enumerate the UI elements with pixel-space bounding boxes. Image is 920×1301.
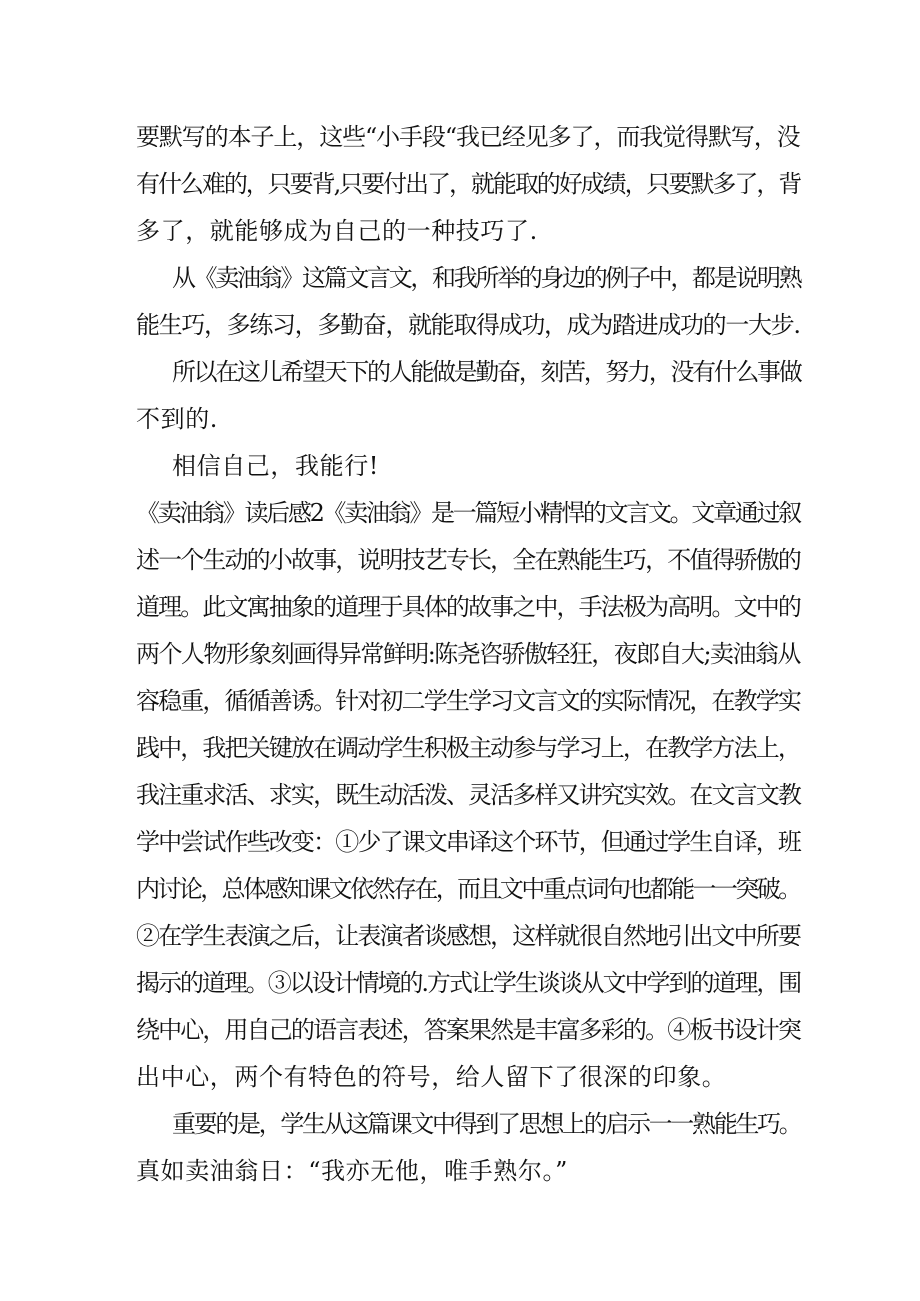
text-line: 我注重求活、求实，既生动活泼、灵活多样又讲究实效。在文言文教 bbox=[136, 781, 800, 809]
text-line: 不到的. bbox=[136, 405, 219, 433]
text-line: 道理。此文寓抽象的道理于具体的故事之中，手法极为高明。文中的 bbox=[136, 593, 800, 621]
text-line: 真如卖油翁日：“我亦无他，唯手熟尔。” bbox=[136, 1157, 568, 1185]
text-line: 从《卖油翁》这篇文言文，和我所举的身边的例子中，都是说明熟 bbox=[172, 264, 801, 292]
text-line: ②在学生表演之后，让表演者谈感想，这样就很自然地引出文中所要 bbox=[136, 922, 800, 950]
text-line: 重要的是，学生从这篇课文中得到了思想上的启示一一熟能生巧。 bbox=[172, 1110, 801, 1138]
text-line: 述一个生动的小故事，说明技艺专长，全在熟能生巧，不值得骄傲的 bbox=[136, 546, 800, 574]
text-line: 有什么难的，只要背,只要付出了，就能取的好成绩，只要默多了，背 bbox=[136, 170, 801, 198]
text-line: 相信自己，我能行! bbox=[172, 452, 380, 480]
text-line: 绕中心，用自己的语言表述，答案果然是丰富多彩的。④板书设计突 bbox=[136, 1016, 800, 1044]
text-line: 出中心，两个有特色的符号，给人留下了很深的印象。 bbox=[136, 1063, 727, 1091]
text-line: 内讨论，总体感知课文依然存在，而且文中重点词句也都能一一突破。 bbox=[136, 875, 800, 903]
text-line: 学中尝试作些改变：①少了课文串译这个环节，但通过学生自译，班 bbox=[136, 828, 800, 856]
text-line: 《卖油翁》读后感2《卖油翁》是一篇短小精悍的文言文。文章通过叙 bbox=[136, 499, 800, 527]
text-line: 践中，我把关键放在调动学生积极主动参与学习上，在教学方法上， bbox=[136, 734, 800, 762]
text-line: 揭示的道理。③以设计情境的.方式让学生谈谈从文中学到的道理，围 bbox=[136, 969, 801, 997]
text-line: 容稳重，循循善诱。针对初二学生学习文言文的实际情况，在教学实 bbox=[136, 687, 800, 715]
text-line: 能生巧，多练习，多勤奋，就能取得成功，成为踏进成功的一大步. bbox=[136, 311, 800, 339]
text-line: 多了，就能够成为自己的一种技巧了. bbox=[136, 217, 538, 245]
text-line: 两个人物形象刻画得异常鲜明:陈尧咨骄傲轻狂，夜郎自大;卖油翁从 bbox=[136, 640, 800, 668]
text-line: 要默写的本子上，这些“小手段“我已经见多了，而我觉得默写，没 bbox=[136, 123, 800, 151]
text-line: 所以在这儿希望天下的人能做是勤奋，刻苦，努力，没有什么事做 bbox=[172, 358, 801, 386]
